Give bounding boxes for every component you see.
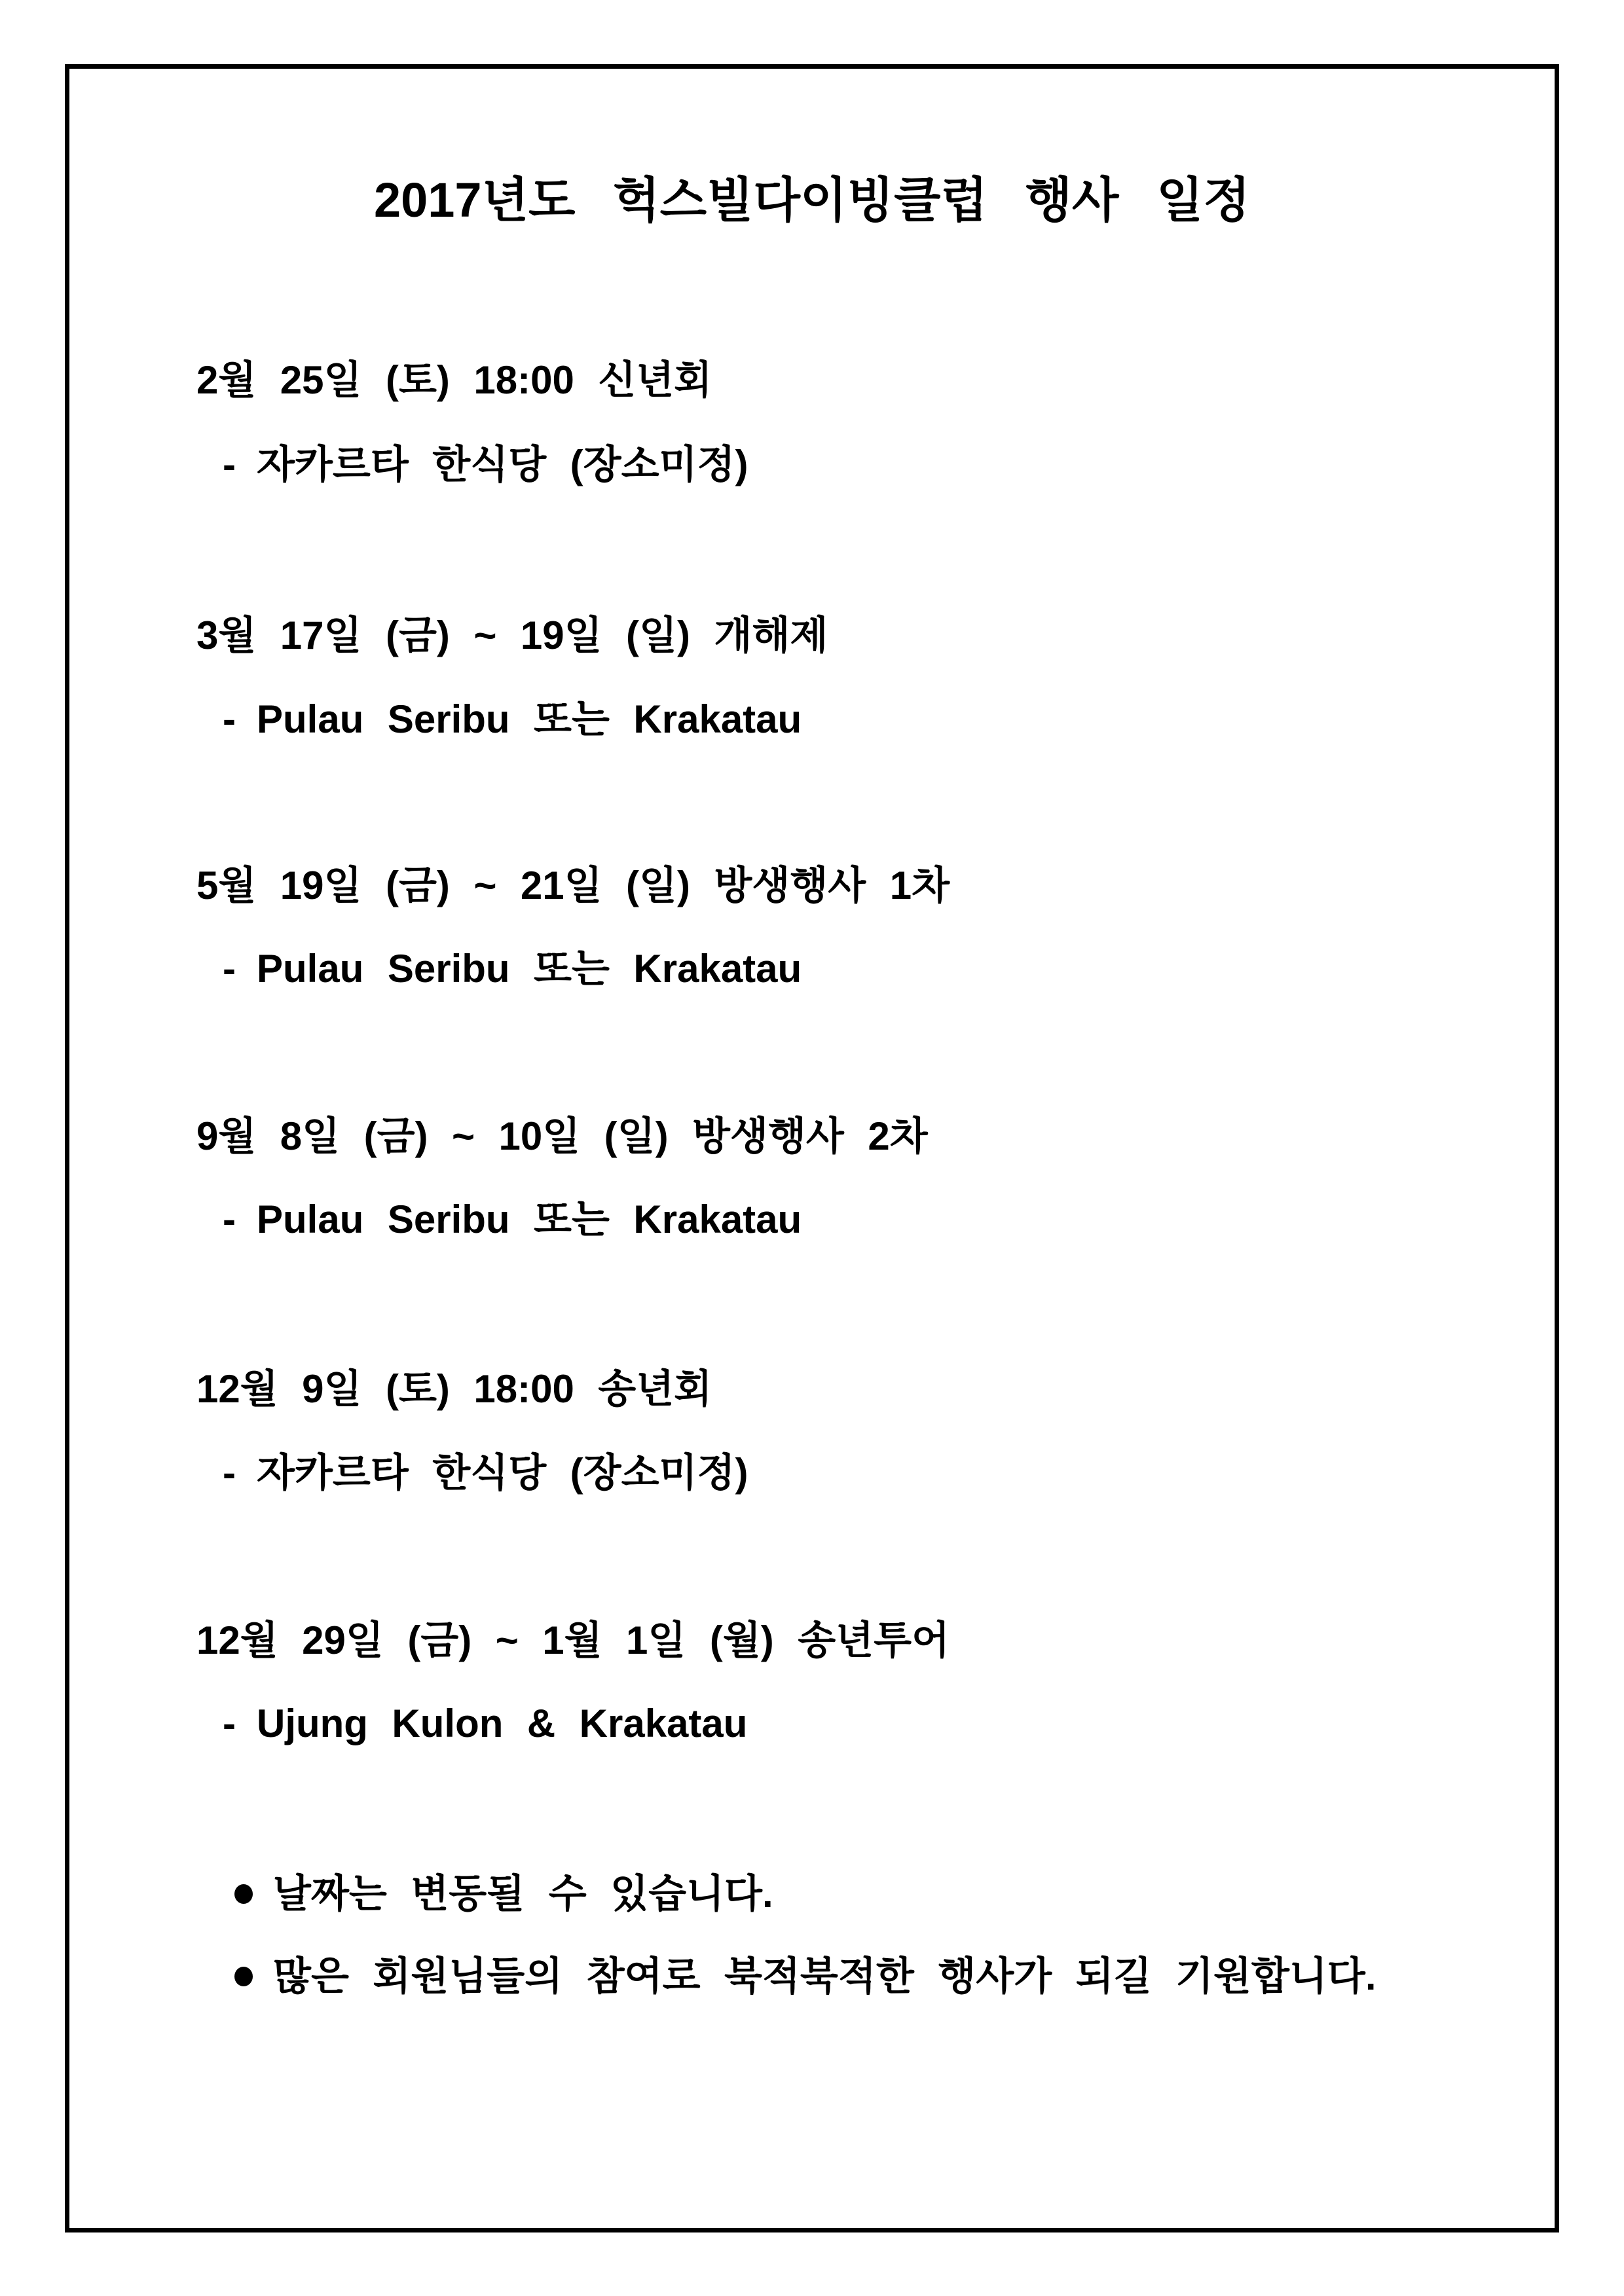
dash-marker: - [223, 443, 236, 486]
event-heading: 12월 29일 (금) ~ 1월 1일 (월) 송년투어 [196, 1618, 950, 1662]
dash-marker: - [223, 1451, 236, 1495]
event-heading: 2월 25일 (토) 18:00 신년회 [196, 358, 712, 402]
event-heading: 3월 17일 (금) ~ 19일 (일) 개해제 [196, 613, 828, 657]
event-heading: 5월 19일 (금) ~ 21일 (일) 방생행사 1차 [196, 864, 950, 907]
dash-marker: - [223, 697, 236, 741]
event-heading: 9월 8일 (금) ~ 10일 (일) 방생행사 2차 [196, 1114, 928, 1158]
event-detail: Pulau Seribu 또는 Krakatau [257, 1197, 802, 1241]
note-text: 날짜는 변동될 수 있습니다. [273, 1872, 773, 1916]
dash-marker: - [223, 1702, 236, 1745]
event-detail-row [223, 945, 802, 993]
event-detail-row [223, 1700, 747, 1747]
dash-marker: - [223, 947, 236, 991]
event-detail-row [223, 1449, 748, 1497]
event-detail: 자카르타 한식당 (장소미정) [257, 1451, 748, 1495]
document-title: 2017년도 헉스빌다이빙클럽 행사 일정 [373, 173, 1251, 227]
note-row [234, 1870, 773, 1918]
dash-marker: - [223, 1197, 236, 1241]
event-detail-row [223, 1196, 802, 1243]
bullet-icon [234, 1884, 253, 1904]
event-detail-row [223, 441, 748, 488]
event-detail: Pulau Seribu 또는 Krakatau [257, 947, 802, 991]
event-detail: Pulau Seribu 또는 Krakatau [257, 697, 802, 741]
event-detail: Ujung Kulon & Krakatau [257, 1702, 748, 1745]
note-row [234, 1953, 1376, 2000]
event-detail: 자카르타 한식당 (장소미정) [257, 443, 748, 486]
event-detail-row [223, 696, 802, 743]
bullet-icon [234, 1967, 253, 1986]
event-heading: 12월 9일 (토) 18:00 송년회 [196, 1367, 712, 1411]
note-text: 많은 회원님들의 참여로 북적북적한 행사가 되길 기원합니다. [273, 1954, 1376, 1998]
